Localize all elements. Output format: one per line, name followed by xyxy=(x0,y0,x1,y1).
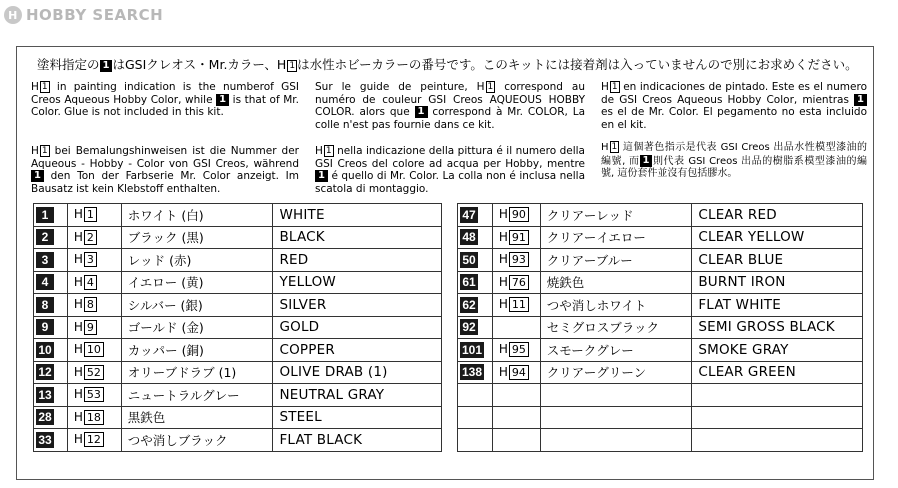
paint-row xyxy=(458,316,863,339)
h-prefix: H xyxy=(73,409,83,424)
hobby-color-number-cell xyxy=(492,339,540,362)
h-prefix: H xyxy=(73,229,83,244)
note-text: in painting indication is the numberof GSI Creos Aqueous Hobby Color, while xyxy=(31,81,299,106)
paint-row xyxy=(34,316,442,339)
hobby-color-number-cell xyxy=(492,429,540,452)
color-name-english: GOLD xyxy=(273,316,442,339)
mr-color-number-cell xyxy=(458,384,493,407)
paint-row xyxy=(34,294,442,317)
h-prefix: H xyxy=(498,342,508,357)
note-text: nella indicazione della pittura é il numero della GSI Creos del colore ad acqua per Hobby, mentre xyxy=(315,145,585,170)
color-name-japanese: ニュートラルグレー xyxy=(121,384,273,407)
note-text: correspond à Mr. COLOR, La colle n'est pas fournie dans ce kit. xyxy=(315,106,585,131)
hobby-color-number-cell xyxy=(67,429,121,452)
mr-color-number-cell xyxy=(34,429,68,452)
mr-color-number: 33 xyxy=(36,432,54,448)
color-name-english: YELLOW xyxy=(273,271,442,294)
note-italian xyxy=(315,145,585,195)
hobby-color-number: 4 xyxy=(84,275,97,290)
color-name-japanese: 黒鉄色 xyxy=(121,406,273,429)
h-prefix: H xyxy=(73,387,83,402)
hobby-color-number-cell xyxy=(67,406,121,429)
color-name-japanese: クリアーブルー xyxy=(540,249,692,272)
paint-row xyxy=(458,339,863,362)
h-prefix: H xyxy=(73,274,83,289)
mr-color-box: 1 xyxy=(854,94,867,106)
note-french xyxy=(315,81,585,131)
h-prefix: H xyxy=(73,297,83,312)
paint-table-right xyxy=(457,203,863,452)
color-name-japanese xyxy=(540,384,692,407)
color-name-english: RED xyxy=(273,249,442,272)
paint-row xyxy=(34,204,442,227)
mr-color-box: 1 xyxy=(31,170,44,182)
color-name-japanese: つや消しブラック xyxy=(121,429,273,452)
mr-color-number-cell xyxy=(34,204,68,227)
hobby-color-number: 91 xyxy=(509,230,529,245)
mr-color-box: 1 xyxy=(640,155,653,167)
paint-row xyxy=(458,249,863,272)
hobby-color-number-cell xyxy=(67,271,121,294)
note-text: Sur le guide de peinture, H xyxy=(315,81,485,93)
note-text: 這個著色指示是代表 GSI Creos 出品水性模型漆油的編號, 而 xyxy=(601,142,867,167)
paint-row xyxy=(34,339,442,362)
hobby-color-box: 1 xyxy=(41,146,48,156)
h-letter: H xyxy=(31,145,39,157)
mr-color-number-cell xyxy=(34,249,68,272)
paint-row xyxy=(458,429,863,452)
hobby-color-number-cell xyxy=(67,226,121,249)
h-prefix: H xyxy=(498,274,508,289)
jp-text-3: は水性ホビーカラーの番号です。このキットには接着剤は入っていませんので別にお求めください。 xyxy=(297,57,858,72)
paint-row xyxy=(458,204,863,227)
hobby-color-number: 52 xyxy=(84,365,104,380)
h-letter: H xyxy=(601,81,609,93)
color-name-japanese: ホワイト (白) xyxy=(121,204,273,227)
hobby-color-number: 76 xyxy=(509,275,529,290)
mr-color-number: 3 xyxy=(36,252,54,268)
color-name-english xyxy=(692,384,863,407)
mr-color-number: 28 xyxy=(36,409,54,425)
mr-color-number: 13 xyxy=(36,387,54,403)
color-name-english: FLAT BLACK xyxy=(273,429,442,452)
h-prefix: H xyxy=(73,364,83,379)
hobby-color-number-cell xyxy=(67,249,121,272)
hobby-color-number-cell xyxy=(492,271,540,294)
color-name-english: SILVER xyxy=(273,294,442,317)
mr-color-number-cell xyxy=(458,406,493,429)
color-name-english xyxy=(692,429,863,452)
color-name-japanese: イエロー (黄) xyxy=(121,271,273,294)
color-name-english: CLEAR RED xyxy=(692,204,863,227)
note-chinese xyxy=(601,141,867,181)
paint-row xyxy=(34,226,442,249)
h-prefix: H xyxy=(73,252,83,267)
mr-color-number: 12 xyxy=(36,364,54,380)
jp-text-2: はGSIクレオス・Mr.カラー、H xyxy=(112,57,287,72)
mr-color-number: 61 xyxy=(460,274,478,290)
hobby-color-number: 12 xyxy=(84,432,104,447)
color-name-japanese: レッド (赤) xyxy=(121,249,273,272)
hobby-color-number-cell xyxy=(492,294,540,317)
hobby-color-number: 3 xyxy=(84,252,97,267)
hobby-search-logo-icon: H xyxy=(4,6,22,24)
hobby-color-number-cell xyxy=(67,204,121,227)
paint-row xyxy=(458,271,863,294)
h-prefix: H xyxy=(73,207,83,222)
color-name-japanese: 焼鉄色 xyxy=(540,271,692,294)
mr-color-number: 1 xyxy=(36,207,54,223)
mr-color-number-cell xyxy=(458,361,493,384)
h-prefix: H xyxy=(498,229,508,244)
hobby-color-number: 2 xyxy=(84,230,97,245)
paint-row xyxy=(458,294,863,317)
hobby-color-number: 11 xyxy=(509,297,529,312)
paint-row xyxy=(34,429,442,452)
hobby-color-number: 10 xyxy=(84,342,104,357)
note-text: é quello di Mr. Color. La colla non é inclusa nella scatola di montaggio. xyxy=(315,170,585,195)
mr-color-box: 1 xyxy=(415,106,428,118)
color-name-english: STEEL xyxy=(273,406,442,429)
jp-text-1: 塗料指定の xyxy=(37,57,100,72)
mr-color-number-cell xyxy=(458,294,493,317)
mr-color-number: 62 xyxy=(460,297,478,313)
japanese-header xyxy=(37,55,858,73)
mr-color-number-cell xyxy=(34,361,68,384)
color-name-english: CLEAR YELLOW xyxy=(692,226,863,249)
hobby-color-number-cell xyxy=(492,226,540,249)
hobby-color-number-cell xyxy=(492,316,540,339)
mr-color-number: 4 xyxy=(36,274,54,290)
note-text: es el de Mr. Color. El pegamento no esta incluido en el kit. xyxy=(601,106,867,131)
paint-row xyxy=(34,249,442,272)
color-name-japanese: ブラック (黒) xyxy=(121,226,273,249)
h-prefix: H xyxy=(498,252,508,267)
note-spanish xyxy=(601,81,867,131)
note-text: correspond au numéro de couleur GSI Creos AQUEOUS HOBBY COLOR. alors que xyxy=(315,81,585,118)
color-name-japanese: セミグロスブラック xyxy=(540,316,692,339)
mr-color-number: 138 xyxy=(462,365,483,380)
h-letter: H xyxy=(601,142,609,153)
mr-color-number-cell xyxy=(34,316,68,339)
color-name-japanese: クリアーイエロー xyxy=(540,226,692,249)
color-name-japanese: クリアーレッド xyxy=(540,204,692,227)
color-name-english: CLEAR BLUE xyxy=(692,249,863,272)
note-text: is that of Mr. Color. Glue is not included in this kit. xyxy=(31,93,299,118)
mr-color-number-cell xyxy=(458,204,493,227)
hobby-color-number-cell xyxy=(67,316,121,339)
h-prefix: H xyxy=(498,207,508,222)
hobby-color-number-cell xyxy=(492,361,540,384)
mr-color-number-cell xyxy=(458,429,493,452)
color-name-english: SMOKE GRAY xyxy=(692,339,863,362)
mr-color-number: 2 xyxy=(36,229,54,245)
color-name-english: BLACK xyxy=(273,226,442,249)
hobby-color-number-cell xyxy=(492,384,540,407)
hobby-color-box: 1 xyxy=(487,82,494,92)
note-german xyxy=(31,145,299,195)
note-text: bei Bemalungshinweisen ist die Nummer der Aqueous - Hobby - Color von GSI Creos, während xyxy=(31,145,299,170)
color-name-japanese: カッパー (銅) xyxy=(121,339,273,362)
color-name-japanese xyxy=(540,406,692,429)
mr-color-number-cell xyxy=(34,384,68,407)
hobby-color-box: 1 xyxy=(325,146,332,156)
color-name-japanese: つや消しホワイト xyxy=(540,294,692,317)
h-prefix: H xyxy=(73,342,83,357)
color-name-english: SEMI GROSS BLACK xyxy=(692,316,863,339)
color-name-japanese: クリアーグリーン xyxy=(540,361,692,384)
mr-color-number-cell xyxy=(458,226,493,249)
mr-color-number: 10 xyxy=(36,342,54,358)
color-name-english: OLIVE DRAB (1) xyxy=(273,361,442,384)
note-text: 則代表 GSI Creos 出品的樹脂系模型漆油的編號, 這份套件並沒有包括膠水。 xyxy=(601,155,868,179)
hobby-color-number: 9 xyxy=(84,320,97,335)
hobby-color-number: 94 xyxy=(509,365,529,380)
watermark-text: HOBBY SEARCH xyxy=(26,6,164,24)
hobby-color-number-cell xyxy=(492,204,540,227)
mr-color-box: 1 xyxy=(100,60,113,72)
hobby-color-number-cell xyxy=(67,361,121,384)
instruction-sheet xyxy=(16,46,874,480)
mr-color-number-cell xyxy=(34,271,68,294)
hobby-color-number: 1 xyxy=(84,207,97,222)
mr-color-box: 1 xyxy=(216,94,229,106)
h-prefix: H xyxy=(498,364,508,379)
hobby-color-number: 53 xyxy=(84,387,104,402)
mr-color-number-cell xyxy=(458,316,493,339)
hobby-color-number: 8 xyxy=(84,297,97,312)
color-name-english: COPPER xyxy=(273,339,442,362)
hobby-color-number-cell xyxy=(492,249,540,272)
note-text: en indicaciones de pintado. Este es el numero de GSI Creos Aqueous Hobby Color, mientras xyxy=(601,81,867,106)
mr-color-number: 101 xyxy=(462,342,483,357)
paint-row xyxy=(458,226,863,249)
color-name-japanese: シルバー (銀) xyxy=(121,294,273,317)
hobby-color-number-cell xyxy=(67,294,121,317)
paint-table-left xyxy=(33,203,442,452)
hobby-color-number-cell xyxy=(67,384,121,407)
mr-color-number-cell xyxy=(458,271,493,294)
h-prefix: H xyxy=(498,297,508,312)
h-letter: H xyxy=(315,145,323,157)
mr-color-number-cell xyxy=(458,339,493,362)
mr-color-number: 50 xyxy=(460,252,478,268)
color-name-english: NEUTRAL GRAY xyxy=(273,384,442,407)
mr-color-number-cell xyxy=(34,339,68,362)
mr-color-number: 48 xyxy=(460,229,478,245)
color-name-japanese xyxy=(540,429,692,452)
hobby-color-number: 90 xyxy=(509,207,529,222)
mr-color-number: 8 xyxy=(36,297,54,313)
mr-color-box: 1 xyxy=(315,170,328,182)
hobby-color-box: 1 xyxy=(289,61,296,71)
hobby-color-box: 1 xyxy=(611,142,618,152)
paint-row xyxy=(458,384,863,407)
hobby-search-watermark xyxy=(4,4,163,26)
mr-color-number-cell xyxy=(34,294,68,317)
color-name-japanese: オリーブドラブ (1) xyxy=(121,361,273,384)
paint-row xyxy=(34,384,442,407)
mr-color-number: 9 xyxy=(36,319,54,335)
color-name-english xyxy=(692,406,863,429)
paint-row xyxy=(34,406,442,429)
paint-row xyxy=(458,406,863,429)
mr-color-number: 47 xyxy=(460,207,478,223)
note-text: den Ton der Farbserie Mr. Color anzeigt. Im Bausatz ist kein Klebstoff enthalten. xyxy=(31,170,299,195)
paint-row xyxy=(34,361,442,384)
color-name-english: CLEAR GREEN xyxy=(692,361,863,384)
paint-row xyxy=(34,271,442,294)
hobby-color-number: 93 xyxy=(509,252,529,267)
mr-color-number-cell xyxy=(34,406,68,429)
h-prefix: H xyxy=(73,319,83,334)
color-name-english: BURNT IRON xyxy=(692,271,863,294)
color-name-japanese: スモークグレー xyxy=(540,339,692,362)
hobby-color-box: 1 xyxy=(611,82,618,92)
paint-row xyxy=(458,361,863,384)
mr-color-number-cell xyxy=(34,226,68,249)
mr-color-number: 92 xyxy=(460,319,478,335)
hobby-color-number-cell xyxy=(492,406,540,429)
h-prefix: H xyxy=(73,432,83,447)
color-name-english: WHITE xyxy=(273,204,442,227)
hobby-color-number: 18 xyxy=(84,410,104,425)
color-name-english: FLAT WHITE xyxy=(692,294,863,317)
color-name-japanese: ゴールド (金) xyxy=(121,316,273,339)
mr-color-number-cell xyxy=(458,249,493,272)
note-english xyxy=(31,81,299,119)
hobby-color-number: 95 xyxy=(509,342,529,357)
hobby-color-number-cell xyxy=(67,339,121,362)
h-letter: H xyxy=(31,81,39,93)
hobby-color-box: 1 xyxy=(41,82,48,92)
